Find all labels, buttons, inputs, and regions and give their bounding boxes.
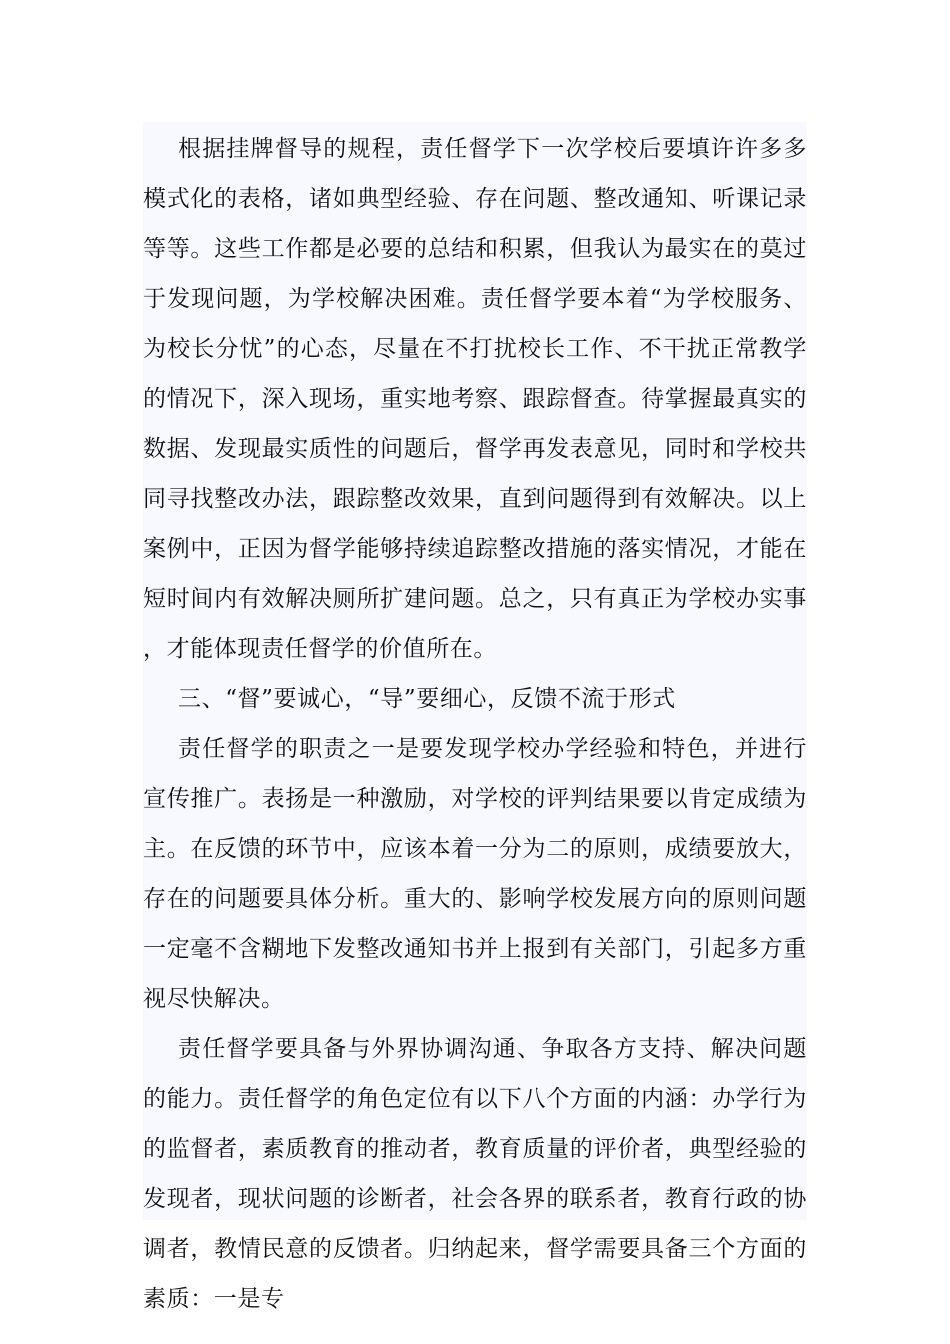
- section-heading-three: 三、“督”要诚心，“导”要细心，反馈不流于形式: [178, 686, 676, 712]
- document-body: [143, 122, 807, 1312]
- paragraph-supervision-procedure: 根据挂牌督导的规程，责任督学下一次学校后要填许许多多模式化的表格，诸如典型经验、存在问题、整改通知、听课记录等等。这些工作都是必要的总结和积累，但我认为最实在的莫过于发现问题，为学校解决困难。责任督学要本着“为学校服务、为校长分忧”的心态，尽量在不打扰校长工作、不干扰正常教学的情况下，深入现场，重实地考察、跟踪督查。待掌握最真实的数据、发现最实质性的问题后，督学再发表意见，同时和学校共同寻找整改办法，跟踪整改效果，直到问题得到有效解决。以上案例中，正因为督学能够持续追踪整改措施的落实情况，才能在短时间内有效解决厕所扩建问题。总之，只有真正为学校办实事，才能体现责任督学的价值所在。: [143, 136, 807, 662]
- paragraph-role-definition: 责任督学要具备与外界协调沟通、争取各方支持、解决问题的能力。责任督学的角色定位有以下八个方面的内涵：办学行为的监督者，素质教育的推动者，教育质量的评价者，典型经验的发现者，现状问题的诊断者，社会各界的联系者，教育行政的协调者，教情民意的反馈者。归纳起来，督学需要具备三个方面的素质：一是专: [143, 1036, 807, 1312]
- paragraph-duties-feedback: 责任督学的职责之一是要发现学校办学经验和特色，并进行宣传推广。表扬是一种激励，对学校的评判结果要以肯定成绩为主。在反馈的环节中，应该本着一分为二的原则，成绩要放大，存在的问题要具体分析。重大的、影响学校发展方向的原则问题一定毫不含糊地下发整改通知书并上报到有关部门，引起多方重视尽快解决。: [143, 736, 807, 1012]
